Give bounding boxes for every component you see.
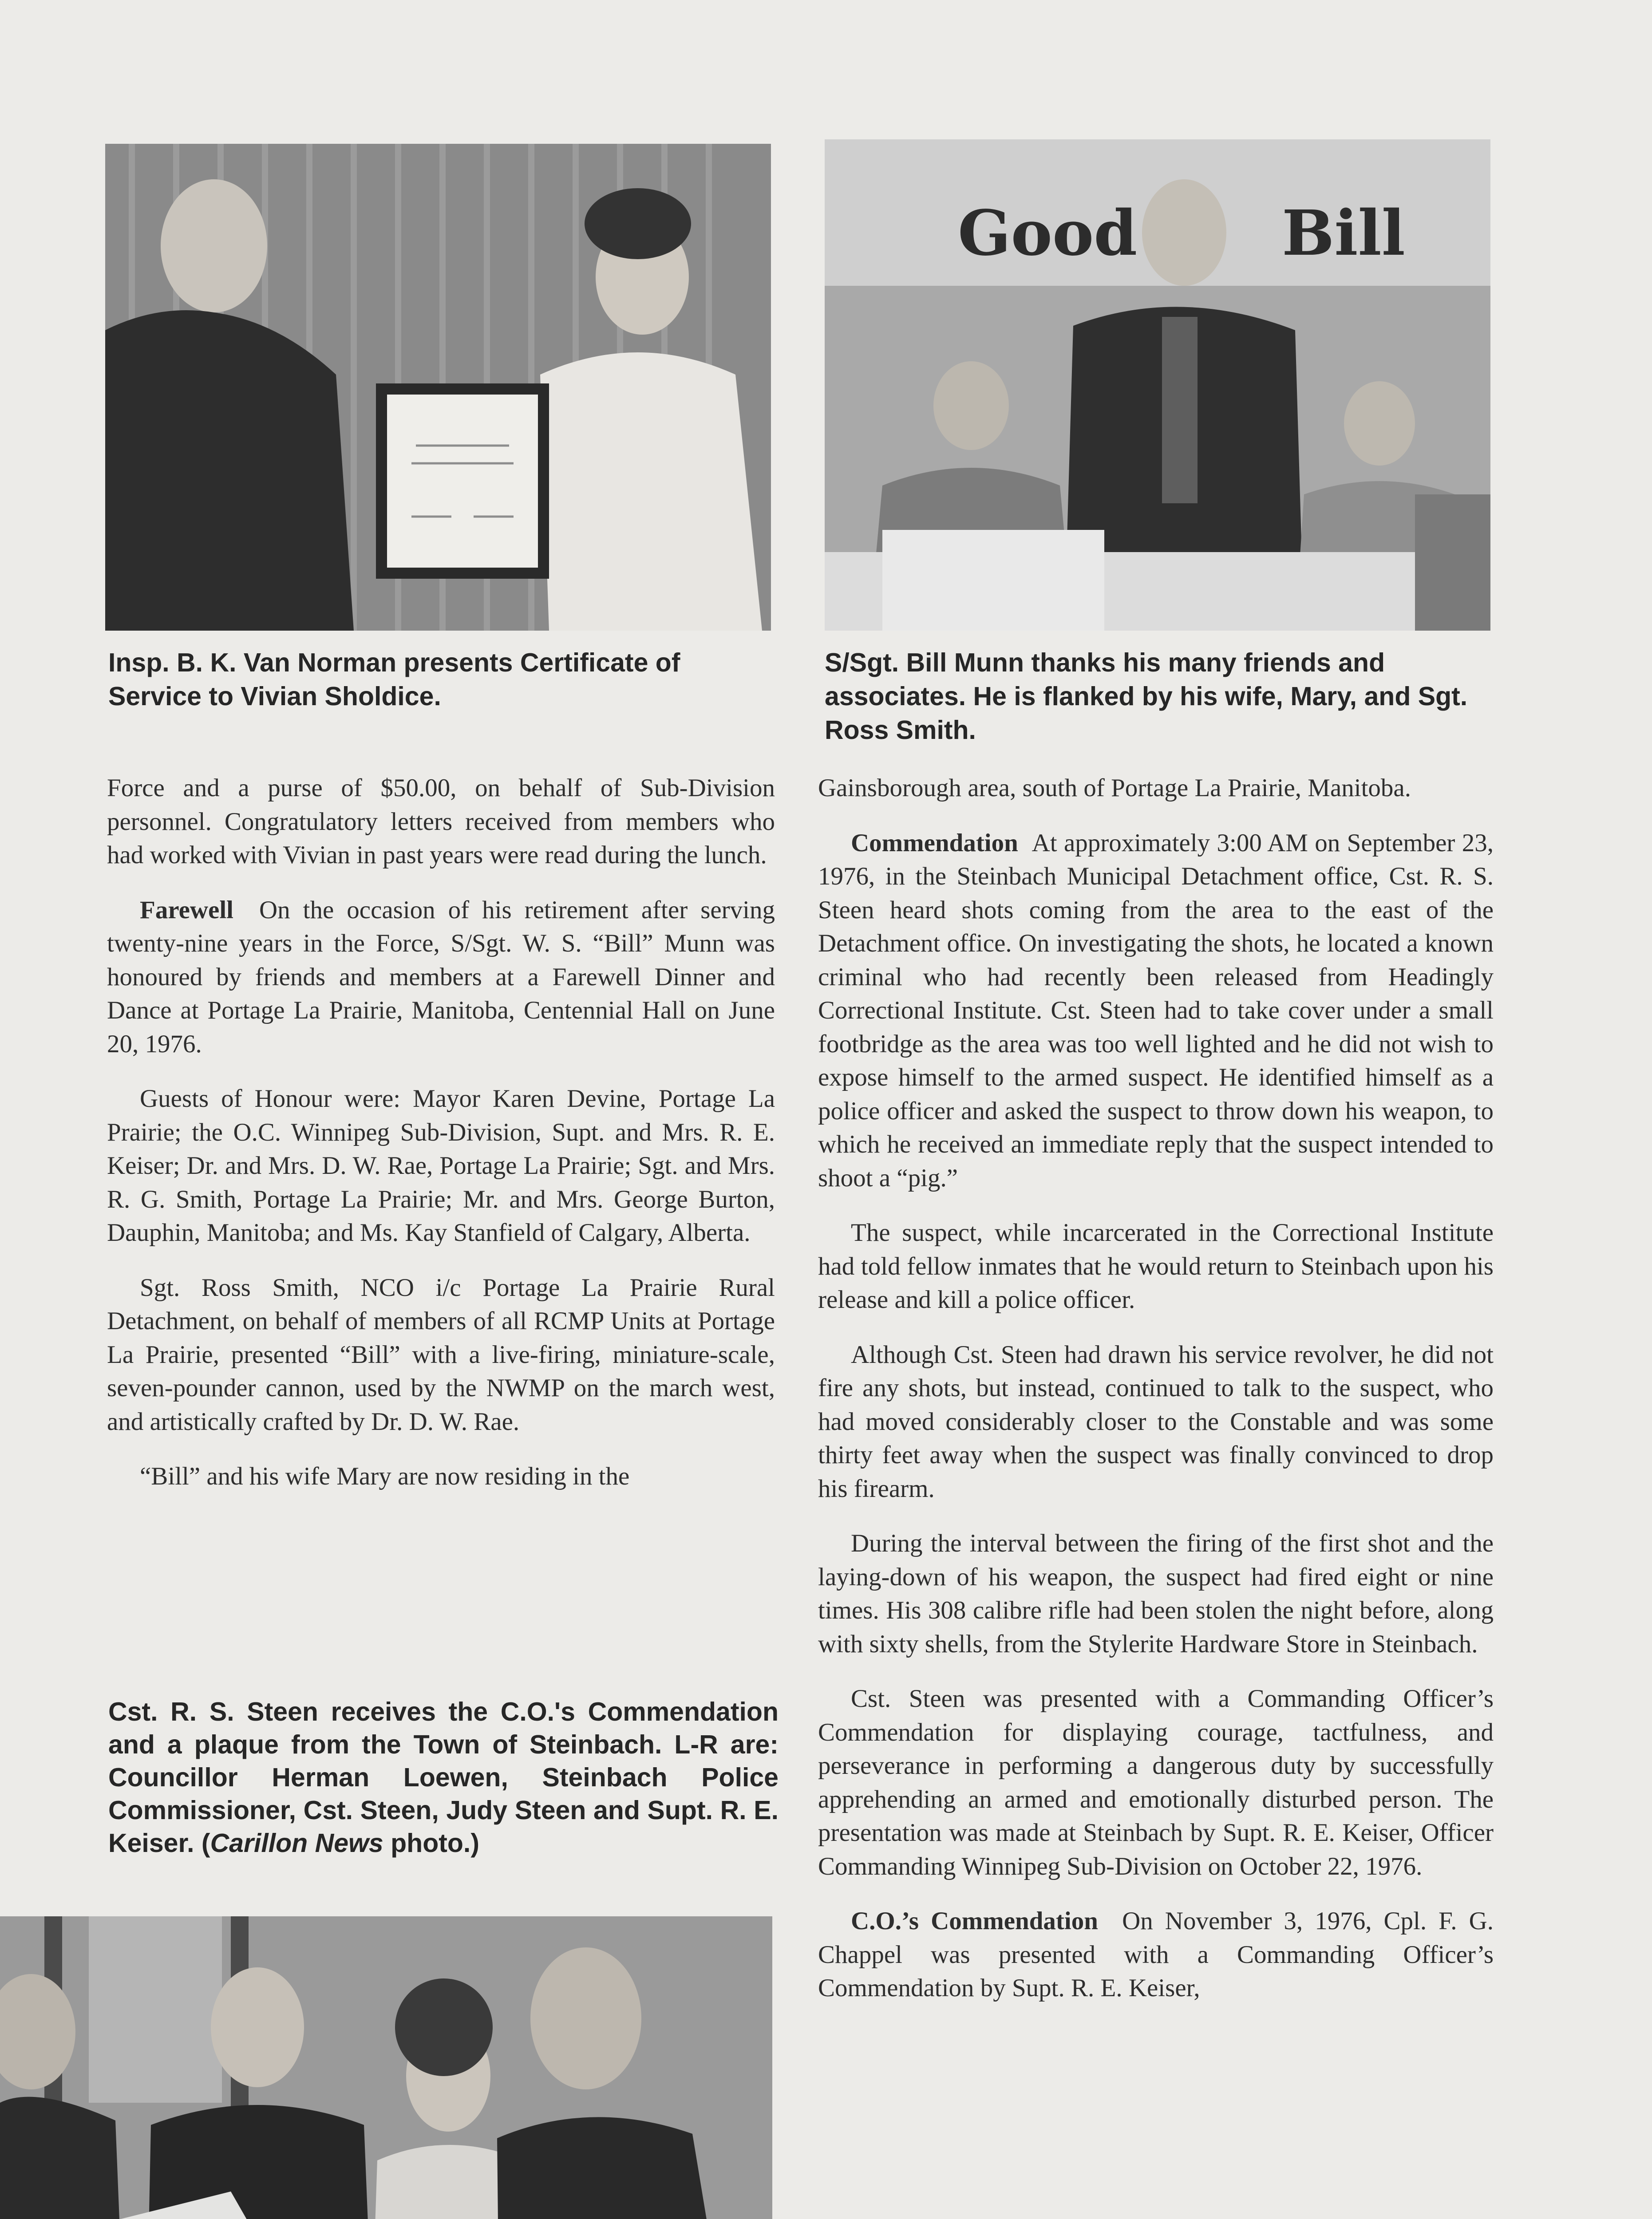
paragraph: Force and a purse of $50.00, on behalf of Sub-Division personnel. Congratulatory letters received from members who had worked with Vivian in past years were read during the lunch.	[107, 774, 775, 869]
left-column-text	[107, 771, 775, 1515]
paragraph-farewell	[107, 893, 775, 1061]
paragraph-text: On the occasion of his retirement after serving twenty-nine years in the Force, S/Sgt. W. S. “Bill” Munn was honoured by friends and members at a Farewell Dinner and Dance at Portage La Prairie, Manitoba, Centennial Hall on June 20, 1976.	[107, 896, 775, 1058]
paragraph-commendation	[818, 826, 1494, 1195]
subhead-commendation: Commendation	[851, 829, 1018, 857]
paragraph: Although Cst. Steen had drawn his service revolver, he did not fire any shots, but instead, continued to talk to the suspect, who had moved considerably closer to the Constable and was some thirty feet away when the suspect was finally convinced to drop his firearm.	[818, 1340, 1494, 1503]
subhead-co-commendation: C.O.’s Commendation	[851, 1907, 1098, 1935]
paragraph-co-commendation	[818, 1904, 1494, 2005]
right-column-text	[818, 771, 1494, 2026]
photo-farewell-speech	[825, 139, 1490, 631]
caption-main: Cst. R. S. Steen receives the C.O.'s Commendation and a plaque from the Town of Steinbach. L-R are: Councillor Herman Loewen, Steinbach Police Commissioner, Cst. Steen, Judy Steen and Supt. R. E. Keiser. (	[108, 1697, 779, 1858]
caption-certificate-photo: Insp. B. K. Van Norman presents Certificate of Service to Vivian Sholdice.	[108, 648, 680, 711]
paragraph-text: On November 3, 1976, Cpl. F. G. Chappel was presented with a Commanding Officer’s Commendation by Supt. R. E. Keiser,	[818, 1907, 1494, 2002]
caption-farewell-photo: S/Sgt. Bill Munn thanks his many friends and associates. He is flanked by his wife, Mary, and Sgt. Ross Smith.	[825, 648, 1468, 745]
paragraph: Cst. Steen was presented with a Commanding Officer’s Commendation for displaying courage, tactfulness, and perseverance in performing a dangerous duty by successfully apprehending an armed and emotionally disturbed person. The presentation was made at Steinbach by Supt. R. E. Keiser, Officer Commanding Winnipeg Sub-Division on October 22, 1976.	[818, 1685, 1494, 1880]
photo-commendation-group	[0, 1916, 772, 2219]
paragraph: During the interval between the firing of the first shot and the laying-down of his weapon, the suspect had fired eight or nine times. His 308 calibre rifle had been stolen the night before, along with sixty shells, from the Stylerite Hardware Store in Steinbach.	[818, 1529, 1494, 1658]
paragraph: Guests of Honour were: Mayor Karen Devine, Portage La Prairie; the O.C. Winnipeg Sub-Division, Supt. and Mrs. R. E. Keiser; Dr. and Mrs. D. W. Rae, Portage La Prairie; Sgt. and Mrs. R. G. Smith, Portage La Prairie; Mr. and Mrs. George Burton, Dauphin, Manitoba; and Ms. Kay Stanfield of Calgary, Alberta.	[107, 1085, 775, 1247]
caption-tail: photo.)	[383, 1828, 479, 1858]
banner-text-good: Good	[958, 197, 1138, 270]
paragraph-text: At approximately 3:00 AM on September 23, 1976, in the Steinbach Municipal Detachment office, Cst. R. S. Steen heard shots coming from the area to the east of the Detachment office. On investigating the shots, he located a known criminal who had recently been released from Headingly Correctional Institute. Cst. Steen had to take cover under a small footbridge as the area was too well lighted and he did not wish to expose himself to the armed suspect. He identified himself as a police officer and asked the suspect to throw down his weapon, to which he received an immediate reply that the suspect intended to shoot a “pig.”	[818, 829, 1494, 1192]
photo-certificate-presentation	[105, 144, 771, 631]
paragraph: “Bill” and his wife Mary are now residing in the	[140, 1462, 630, 1490]
caption-commendation-photo	[108, 1695, 779, 1860]
caption-italic-source: Carillon News	[210, 1828, 383, 1858]
paragraph: Gainsborough area, south of Portage La Prairie, Manitoba.	[818, 774, 1411, 802]
paragraph: The suspect, while incarcerated in the Correctional Institute had told fellow inmates that he would return to Steinbach upon his release and kill a police officer.	[818, 1219, 1494, 1314]
banner-text-bill: Bill	[1282, 197, 1405, 270]
paragraph: Sgt. Ross Smith, NCO i/c Portage La Prairie Rural Detachment, on behalf of members of all RCMP Units at Portage La Prairie, presented “Bill” with a live-firing, miniature-scale, seven-pounder cannon, used by the NWMP on the march west, and artistically crafted by Dr. D. W. Rae.	[107, 1273, 775, 1436]
subhead-farewell: Farewell	[140, 896, 234, 924]
